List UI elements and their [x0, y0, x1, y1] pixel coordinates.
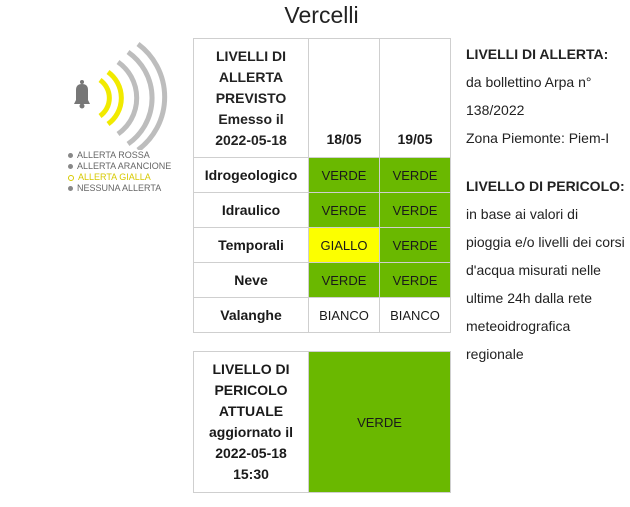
forecast-levels-table	[193, 38, 451, 333]
danger-info: LIVELLO DI PERICOLO: in base ai valori di pioggia e/o livelli dei corsi d'acqua misurati nelle ultime 24h dalla rete meteoidrografica regionale	[466, 178, 625, 362]
row-label: Neve	[194, 263, 309, 298]
legend-dot-icon	[68, 153, 73, 158]
row-label: Idrogeologico	[194, 158, 309, 193]
row-label: Valanghe	[194, 298, 309, 333]
level-cell: VERDE	[309, 263, 380, 298]
table-row	[194, 193, 451, 228]
current-level-table	[193, 351, 451, 493]
legend-dot-icon	[68, 164, 73, 169]
current-level-value: VERDE	[309, 352, 451, 493]
table-row	[194, 263, 451, 298]
level-cell: VERDE	[309, 193, 380, 228]
info-panel	[466, 40, 626, 368]
zone-info: Zona Piemonte: Piem-I	[466, 130, 610, 146]
table-row	[194, 298, 451, 333]
bell-alert-icon	[62, 40, 172, 150]
legend-dot-icon	[68, 175, 74, 181]
level-cell: BIANCO	[380, 298, 451, 333]
level-cell: GIALLO	[309, 228, 380, 263]
alert-info: LIVELLI DI ALLERTA: da bollettino Arpa n° 138/2022	[466, 46, 609, 118]
level-cell: BIANCO	[309, 298, 380, 333]
row-label: Idraulico	[194, 193, 309, 228]
current-header: LIVELLO DI PERICOLO ATTUALE aggiornato il 2022-05-18 15:30	[194, 352, 309, 493]
table-row	[194, 228, 451, 263]
legend-gialla: ALLERTA GIALLA	[68, 172, 171, 183]
day-header: 19/05	[380, 39, 451, 158]
level-cell: VERDE	[380, 158, 451, 193]
day-header: 18/05	[309, 39, 380, 158]
page-title: Vercelli	[284, 2, 359, 28]
level-cell: VERDE	[309, 158, 380, 193]
legend-dot-icon	[68, 186, 73, 191]
legend-rossa: ALLERTA ROSSA	[68, 150, 171, 161]
level-cell: VERDE	[380, 228, 451, 263]
legend-arancione: ALLERTA ARANCIONE	[68, 161, 171, 172]
level-cell: VERDE	[380, 193, 451, 228]
alert-legend	[68, 150, 171, 194]
table-row	[194, 158, 451, 193]
level-cell: VERDE	[380, 263, 451, 298]
forecast-header: LIVELLI DI ALLERTA PREVISTO Emesso il 2022-05-18	[194, 39, 309, 158]
row-label: Temporali	[194, 228, 309, 263]
legend-nessuna: NESSUNA ALLERTA	[68, 183, 171, 194]
